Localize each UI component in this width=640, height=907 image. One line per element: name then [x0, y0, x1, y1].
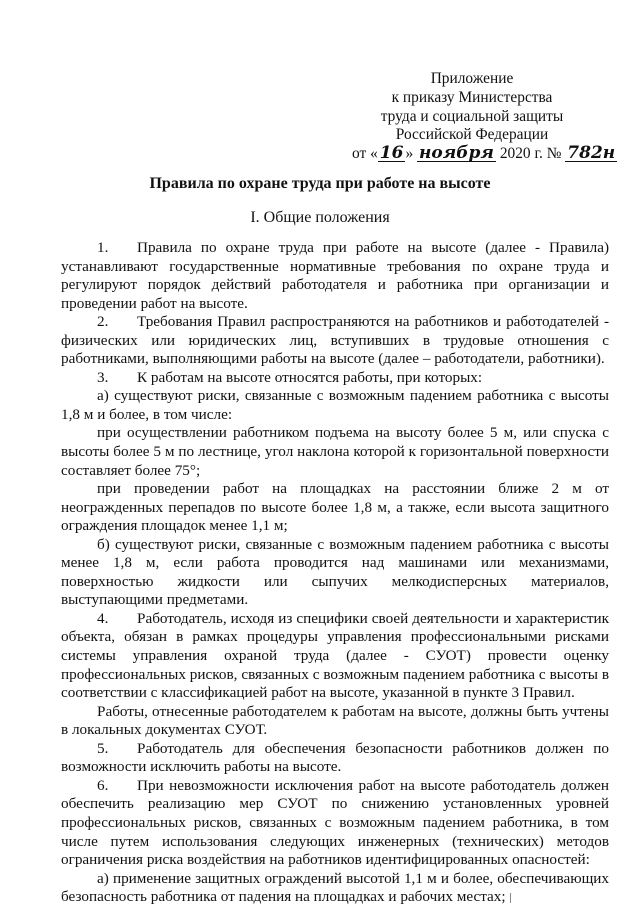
paragraph [61, 777, 609, 870]
paragraph-text: при осуществлении работником подъема на высоту более 5 м, или спуска с высоты более 5 м по лестнице, угол наклона которой к горизонтальной поверхности составляет более 75°; [61, 424, 609, 479]
appendix-order-ref: к приказу Министерства [391, 88, 553, 106]
order-mid: » [405, 145, 414, 163]
paragraph [61, 424, 609, 480]
paragraph-text: Работы, отнесенные работодателем к работам на высоте, должны быть учтены в локальных документах СУОТ. [61, 702, 609, 739]
paragraph-text: Работодатель для обеспечения безопасности работников должен по возможности исключить работы на высоте. [61, 739, 609, 776]
paragraph [61, 536, 609, 610]
scan-mark [510, 893, 511, 903]
paragraph [61, 703, 609, 740]
paragraph-number: 2. [97, 313, 109, 331]
appendix-ministry: труда и социальной защиты [380, 107, 564, 125]
order-year: 2020 г. № [499, 145, 562, 163]
paragraph [61, 610, 609, 703]
paragraph-number: 1. [97, 239, 109, 256]
order-day: 16 [379, 143, 404, 164]
section-heading: I. Общие положения [250, 209, 390, 226]
order-prefix: от « [352, 145, 378, 163]
paragraph-text: Правила по охране труда при работе на высоте (далее - Правила) устанавливают государственные нормативные требования по охране труда и регулируют порядок действий работодателя и работника при организации и проведении работ на высоте. [61, 239, 609, 312]
paragraph [61, 387, 609, 424]
paragraph-number: 6. [97, 776, 109, 794]
paragraph-number: 4. [97, 609, 109, 627]
paragraph-text: К работам на высоте относятся работы, при которых: [137, 368, 483, 386]
paragraph-text: а) применение защитных ограждений высотой 1,1 м и более, обеспечивающих безопасность работника от падения на площадках и рабочих местах; [61, 869, 609, 906]
paragraph [61, 369, 609, 388]
paragraph [61, 870, 609, 907]
order-month: ноября [419, 143, 494, 164]
paragraph-text: Работодатель, исходя из специфики своей деятельности и характеристик объекта, обязан в рамках процедуры управления профессиональными рисками системы управления охраной труда (далее - СУОТ) провести оценку профессиональных рисков, связанных с возможным падением работника с высоты в соответствии с классификацией работ на высоте, указанной в пункте 3 Правил. [61, 609, 609, 702]
paragraph-text: Требования Правил распространяются на работников и работодателей - физических или юридических лиц, вступивших в трудовые отношения с работниками, выполняющими работы на высоте (далее – работодатели, работники). [61, 313, 609, 368]
paragraph-text: при проведении работ на площадках на расстоянии ближе 2 м от неогражденных перепадов по высоте более 1,8 м, а также, если высота защитного ограждения площадок менее 1,1 м; [61, 480, 609, 535]
order-date-line [352, 143, 616, 164]
paragraph-text: а) существуют риски, связанные с возможным падением работника с высоты 1,8 м и более, в том числе: [61, 387, 609, 423]
document-body [61, 239, 609, 907]
paragraph-number: 3. [97, 368, 109, 386]
appendix-title: Приложение [430, 70, 514, 87]
appendix-country: Российской Федерации [395, 126, 549, 144]
paragraph-text: При невозможности исключения работ на высоте работодатель должен обеспечить реализацию мер СУОТ по снижению установленных уровней профессиональных рисков, связанных с возможным падением работника, в том числе путем использования следующих инженерных (технических) методов ограничения риска воздействия на работников идентифицированных опасностей: [61, 776, 609, 869]
appendix-block [352, 70, 616, 164]
order-number: 782н [567, 143, 616, 164]
paragraph [61, 239, 609, 313]
paragraph [61, 313, 609, 369]
paragraph [61, 480, 609, 536]
document-title: Правила по охране труда при работе на высоте [149, 175, 491, 192]
paragraph [61, 740, 609, 777]
paragraph-number: 5. [97, 739, 109, 757]
paragraph-text: б) существуют риски, связанные с возможным падением работника с высоты менее 1,8 м, если работа проводится над машинами или механизмами, поверхностью жидкости или сыпучих мелкодисперсных материалов, выступающими предметами. [61, 535, 609, 609]
